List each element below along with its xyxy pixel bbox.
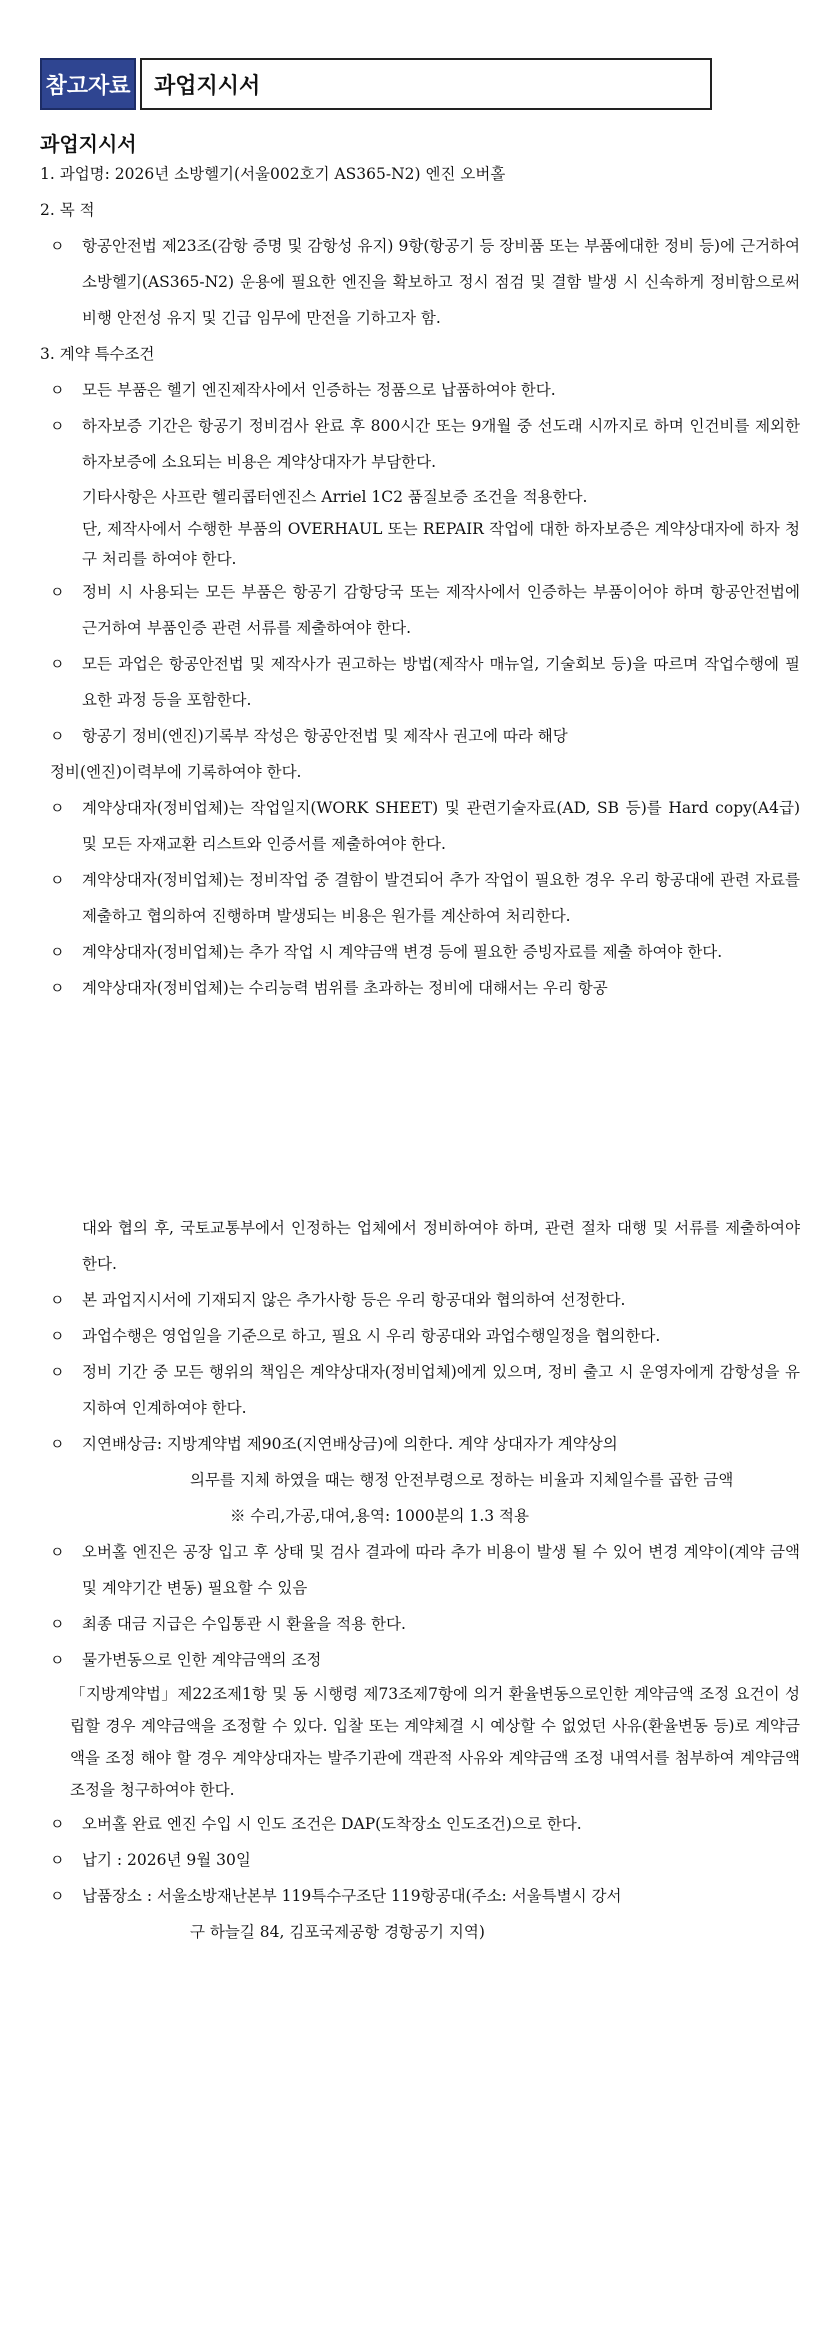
section-task-name: 1. 과업명: 2026년 소방헬기(서울002호기 AS365-N2) 엔진 오버홀 (40, 165, 506, 183)
item-text-etc: 기타사항은 사프란 헬리콥터엔진스 Arriel 1C2 품질보증 조건을 적용한다. (82, 488, 588, 506)
list-item (40, 1282, 800, 1318)
bullet-marker: ㅇ (50, 979, 65, 997)
item-text: 모든 부품은 헬기 엔진제작사에서 인증하는 정품으로 납품하여야 한다. (82, 381, 556, 399)
list-item (40, 1642, 800, 1678)
item-text: 계약상대자(정비업체)는 수리능력 범위를 초과하는 정비에 대해서는 우리 항공 (82, 979, 608, 997)
bullet-marker: ㅇ (50, 237, 65, 255)
item-text: 본 과업지시서에 기재되지 않은 추가사항 등은 우리 항공대와 협의하여 선정한다. (82, 1291, 626, 1309)
list-item (40, 1354, 800, 1426)
bullet-marker: ㅇ (50, 1363, 65, 1381)
list-item (40, 1606, 800, 1642)
list-item (40, 1534, 800, 1606)
list-item (40, 862, 800, 934)
reference-badge: 참고자료 (40, 58, 136, 110)
bullet-marker: ㅇ (50, 1435, 65, 1453)
item-text: 계약상대자(정비업체)는 정비작업 중 결함이 발견되어 추가 작업이 필요한 경우 우리 항공대에 관련 자료를 제출하고 협의하여 진행하며 발생되는 비용은 원가를 계산하여 처리한다. (82, 871, 800, 925)
item-text: 납품장소 : 서울소방재난본부 119특수구조단 119항공대(주소: 서울특별시 강서 (82, 1887, 622, 1905)
item-text: 하자보증 기간은 항공기 정비검사 완료 후 800시간 또는 9개월 중 선도래 시까지로 하며 인건비를 제외한 하자보증에 소요되는 비용은 계약상대자가 부담한다. (82, 417, 800, 471)
list-item (40, 1878, 800, 1914)
item-body: 「지방계약법」제22조제1항 및 동 시행령 제73조제7항에 의거 환율변동으로인한 계약금액 조정 요건이 성립할 경우 계약금액을 조정할 수 있다. 입찰 또는 계약체결 시 예상할 수 없었던 사유(환율변동 등)로 계약금액을 조정 해야 할 경우 계약상대자는 발주기관에 객관적 사유와 계약금액 조정 내역서를 첨부하여 계약금액 조정을 청구하여야 한다. (70, 1685, 800, 1799)
item-text: 계약상대자(정비업체)는 작업일지(WORK SHEET) 및 관련기술자료(AD, SB 등)를 Hard copy(A4급) 및 모든 자재교환 리스트와 인증서를 제출하여야 한다. (82, 799, 800, 853)
item-text: 계약상대자(정비업체)는 추가 작업 시 계약금액 변경 등에 필요한 증빙자료를 제출 하여야 한다. (82, 943, 723, 961)
bullet-marker: ㅇ (50, 1651, 65, 1669)
bullet-marker: ㅇ (50, 943, 65, 961)
header-title: 과업지시서 (140, 58, 712, 110)
bullet-marker: ㅇ (50, 799, 65, 817)
bullet-marker: ㅇ (50, 583, 65, 601)
item-text-note: 단, 제작사에서 수행한 부품의 OVERHAUL 또는 REPAIR 작업에 대한 하자보증은 계약상대자에 하자 청구 처리를 하여야 한다. (82, 520, 800, 568)
item-text: 모든 과업은 항공안전법 및 제작사가 권고하는 방법(제작사 매뉴얼, 기술회보 등)을 따르며 작업수행에 필요한 과정 등을 포함한다. (82, 655, 800, 709)
item-text: 오버홀 엔진은 공장 입고 후 상태 및 검사 결과에 따라 추가 비용이 발생 될 수 있어 변경 계약이(계약 금액 및 계약기간 변동) 필요할 수 있음 (82, 1543, 800, 1597)
document-header (40, 58, 712, 110)
item-note: ※ 수리,가공,대여,용역: 1000분의 1.3 적용 (230, 1507, 529, 1525)
bullet-marker: ㅇ (50, 417, 65, 435)
section-purpose-heading: 2. 목 적 (40, 201, 95, 219)
bullet-marker: ㅇ (50, 1291, 65, 1309)
purpose-text: 항공안전법 제23조(감항 증명 및 감항성 유지) 9항(항공기 등 장비품 또는 부품에대한 정비 등)에 근거하여 소방헬기(AS365-N2) 운용에 필요한 엔진을 확보하고 정시 점검 및 결함 발생 시 신속하게 정비함으로써 비행 안전성 유지 및 긴급 임무에 만전을 기하고자 함. (82, 237, 800, 327)
list-item (40, 970, 800, 1006)
bullet-marker: ㅇ (50, 381, 65, 399)
item-text: 지연배상금: 지방계약법 제90조(지연배상금)에 의한다. 계약 상대자가 계약상의 (82, 1435, 618, 1453)
document-title: 과업지시서 (40, 132, 137, 156)
item-text: 최종 대금 지급은 수입통관 시 환율을 적용 한다. (82, 1615, 406, 1633)
item-text-continued: 대와 협의 후, 국토교통부에서 인정하는 업체에서 정비하여야 하며, 관련 절차 대행 및 서류를 제출하여야 한다. (82, 1219, 800, 1273)
list-item (40, 574, 800, 646)
list-item (40, 646, 800, 718)
bullet-marker: ㅇ (50, 1851, 65, 1869)
item-text-continued: 정비(엔진)이력부에 기록하여야 한다. (50, 763, 302, 781)
list-item (40, 934, 800, 970)
list-item (40, 1806, 800, 1842)
item-text-continued: 구 하늘길 84, 김포국제공항 경항공기 지역) (190, 1923, 485, 1941)
list-item (40, 1842, 800, 1878)
item-text: 오버홀 완료 엔진 수입 시 인도 조건은 DAP(도착장소 인도조건)으로 한다. (82, 1815, 582, 1833)
item-text: 물가변동으로 인한 계약금액의 조정 (82, 1651, 322, 1669)
bullet-marker: ㅇ (50, 1543, 65, 1561)
item-text: 정비 기간 중 모든 행위의 책임은 계약상대자(정비업체)에게 있으며, 정비 출고 시 운영자에게 감항성을 유지하여 인계하여야 한다. (82, 1363, 800, 1417)
list-item (40, 1426, 800, 1462)
bullet-marker: ㅇ (50, 1327, 65, 1345)
item-text: 정비 시 사용되는 모든 부품은 항공기 감항당국 또는 제작사에서 인증하는 부품이어야 하며 항공안전법에 근거하여 부품인증 관련 서류를 제출하여야 한다. (82, 583, 800, 637)
list-item (40, 1318, 800, 1354)
section-special-terms-heading: 3. 계약 특수조건 (40, 345, 155, 363)
bullet-marker: ㅇ (50, 1815, 65, 1833)
list-item (40, 408, 800, 480)
bullet-marker: ㅇ (50, 871, 65, 889)
item-text: 항공기 정비(엔진)기록부 작성은 항공안전법 및 제작사 권고에 따라 해당 (82, 727, 568, 745)
list-item (40, 718, 800, 754)
bullet-marker: ㅇ (50, 1615, 65, 1633)
list-item (40, 790, 800, 862)
bullet-marker: ㅇ (50, 727, 65, 745)
list-item (40, 372, 800, 408)
item-text: 과업수행은 영업일을 기준으로 하고, 필요 시 우리 항공대와 과업수행일정을 협의한다. (82, 1327, 661, 1345)
bullet-marker: ㅇ (50, 1887, 65, 1905)
content-part-2 (40, 1210, 800, 1950)
content-part-1 (40, 156, 800, 1006)
bullet-marker: ㅇ (50, 655, 65, 673)
item-text: 납기 : 2026년 9월 30일 (82, 1851, 251, 1869)
purpose-item (40, 228, 800, 336)
item-text-continued: 의무를 지체 하였을 때는 행정 안전부령으로 정하는 비율과 지체일수를 곱한 금액 (190, 1471, 734, 1489)
